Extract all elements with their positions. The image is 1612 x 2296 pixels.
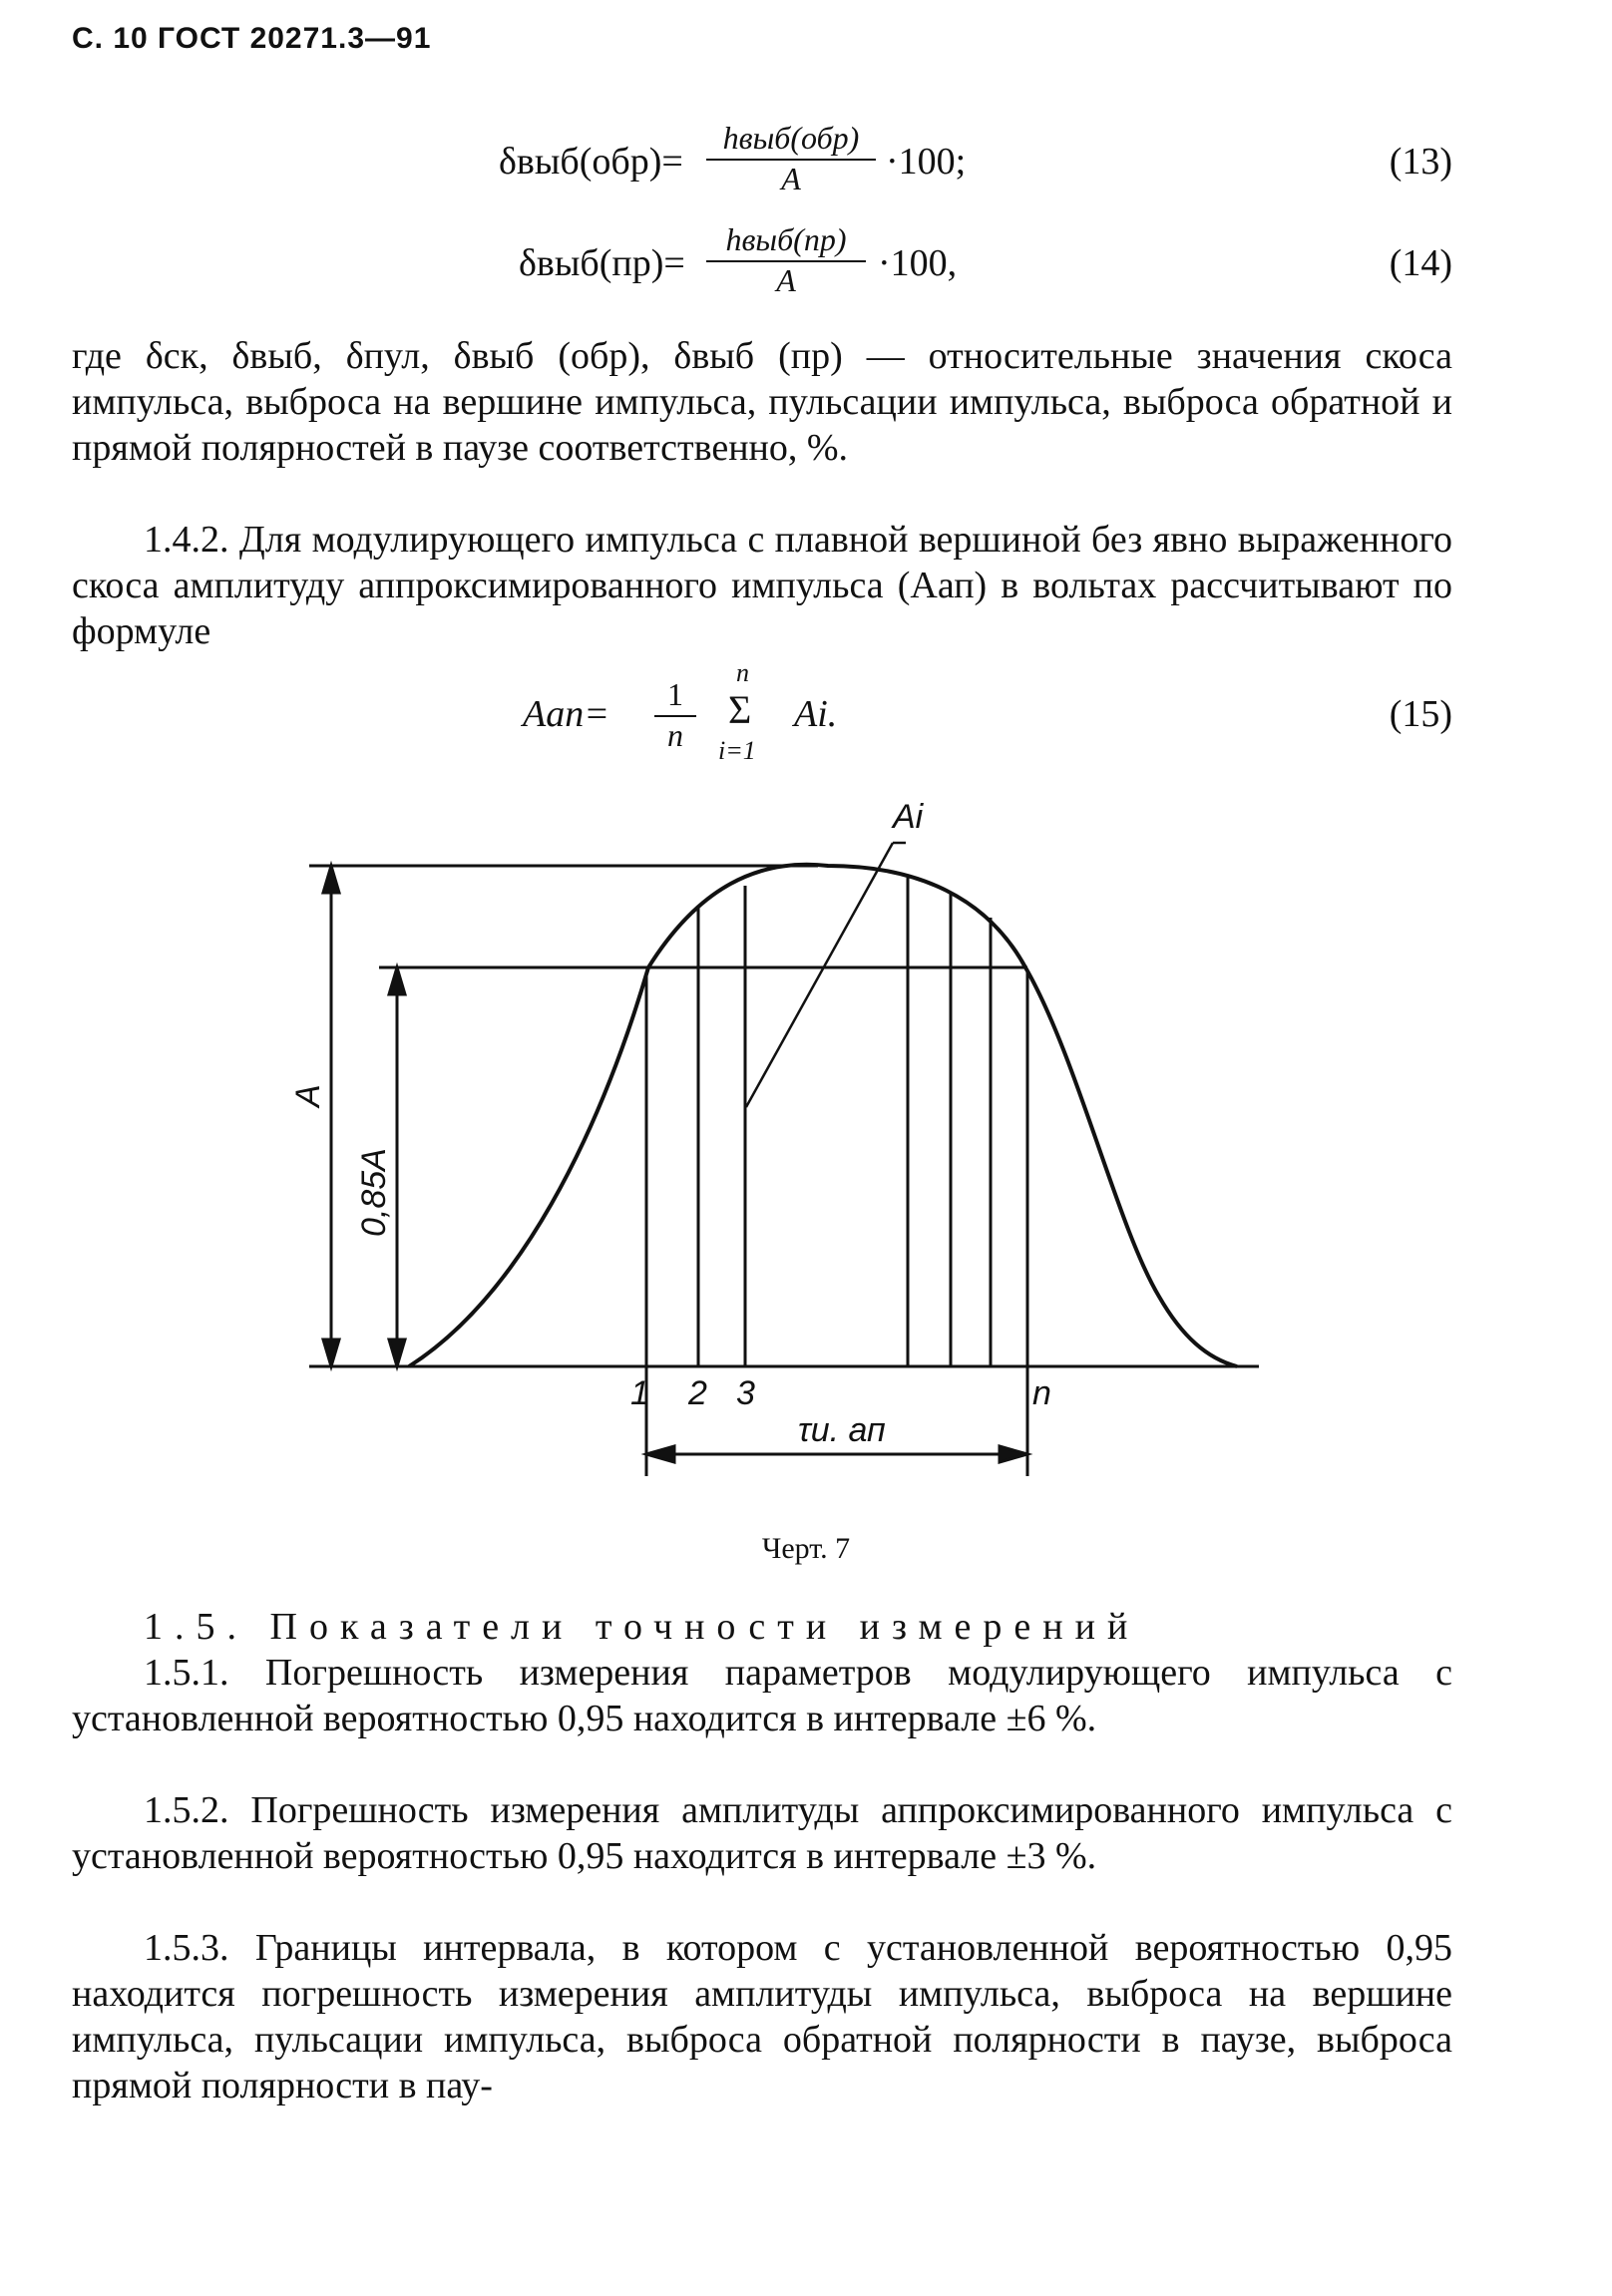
formula-15-frac-num: 1 (654, 676, 696, 717)
label-ai: Ai (893, 798, 924, 836)
paragraph-where: где δск, δвыб, δпул, δвыб (обр), δвыб (пр) — относительные значения скоса импульса, выброса на вершине импульса, пульсации импульса, выброса обратной и прямой полярностей в паузе соответственно, %. (72, 335, 1452, 469)
formula-15-number: (15) (1389, 693, 1452, 735)
arrow-A-top (323, 866, 339, 893)
paragraph-1-5-1 (72, 1650, 1452, 1741)
formula-13-rhs: ·100; (886, 141, 967, 183)
formula-15-rhs: Ai. (794, 693, 838, 735)
formula-14-number: (14) (1389, 242, 1452, 284)
formula-13-numerator: hвыб(обр) (706, 120, 876, 161)
formula-14-lhs: δвыб(пр)= (519, 242, 685, 284)
formula-15-sum-symbol: Σ (728, 687, 752, 732)
paragraph-1-5-2-text: 1.5.2. Погрешность измерения амплитуды аппроксимированного импульса с установленной вероятностью 0,95 находится в интервале ±3 %. (72, 1789, 1452, 1877)
paragraph-1-4-2-text: 1.4.2. Для модулирующего импульса с плавной вершиной без явно выраженного скоса амплитуду аппроксимированного импульса (Aап) в вольтах рассчитывают по формуле (72, 519, 1452, 652)
formula-14-denominator: A (776, 262, 796, 298)
formula-13-lhs: δвыб(обр)= (499, 141, 683, 183)
formula-15-sum-top: n (736, 658, 749, 687)
tick-1: 1 (630, 1374, 649, 1412)
formula-13-denominator: A (781, 161, 801, 196)
label-tau: τи. ап (798, 1411, 886, 1449)
paragraph-1-5-3-text: 1.5.3. Границы интервала, в котором с установленной вероятностью 0,95 находится погрешность измерения амплитуды импульса, выброса на вершине импульса, пульсации импульса, выброса обратной полярности в паузе, выброса прямой полярности в пау- (72, 1927, 1452, 2106)
tick-3: 3 (736, 1374, 755, 1412)
formula-13-number: (13) (1389, 141, 1452, 183)
arrow-tau-right (1000, 1446, 1027, 1462)
formula-14-rhs: ·100, (878, 242, 958, 284)
tick-n: n (1032, 1374, 1051, 1412)
ai-leader-line (746, 843, 893, 1107)
paragraph-1-5-1-text: 1.5.1. Погрешность измерения параметров модулирующего импульса с установленной вероятностью 0,95 находится в интервале ±6 %. (72, 1652, 1452, 1739)
paragraph-1-5-3 (72, 1925, 1452, 2108)
label-085a: 0,85A (355, 1148, 393, 1237)
section-1-5-title (72, 1604, 1452, 1650)
formula-14-numerator: hвыб(пр) (706, 221, 866, 262)
arrow-085A-top (389, 967, 405, 994)
formula-15-sum-bottom: i=1 (718, 736, 756, 765)
formula-15-lhs: Aап= (523, 693, 609, 735)
arrow-085A-bottom (389, 1339, 405, 1366)
section-1-5-title-text: 1.5. Показатели точности измерений (144, 1606, 1140, 1648)
paragraph-1-5-2 (72, 1787, 1452, 1879)
arrow-tau-left (646, 1446, 674, 1462)
tick-2: 2 (688, 1374, 707, 1412)
label-a: A (289, 1084, 327, 1107)
page-header: С. 10 ГОСТ 20271.3—91 (72, 22, 432, 55)
formula-15-frac-den: n (667, 717, 683, 753)
arrow-A-bottom (323, 1339, 339, 1366)
figure-caption: Черт. 7 (761, 1532, 851, 1565)
pulse-curve (409, 865, 1237, 1366)
